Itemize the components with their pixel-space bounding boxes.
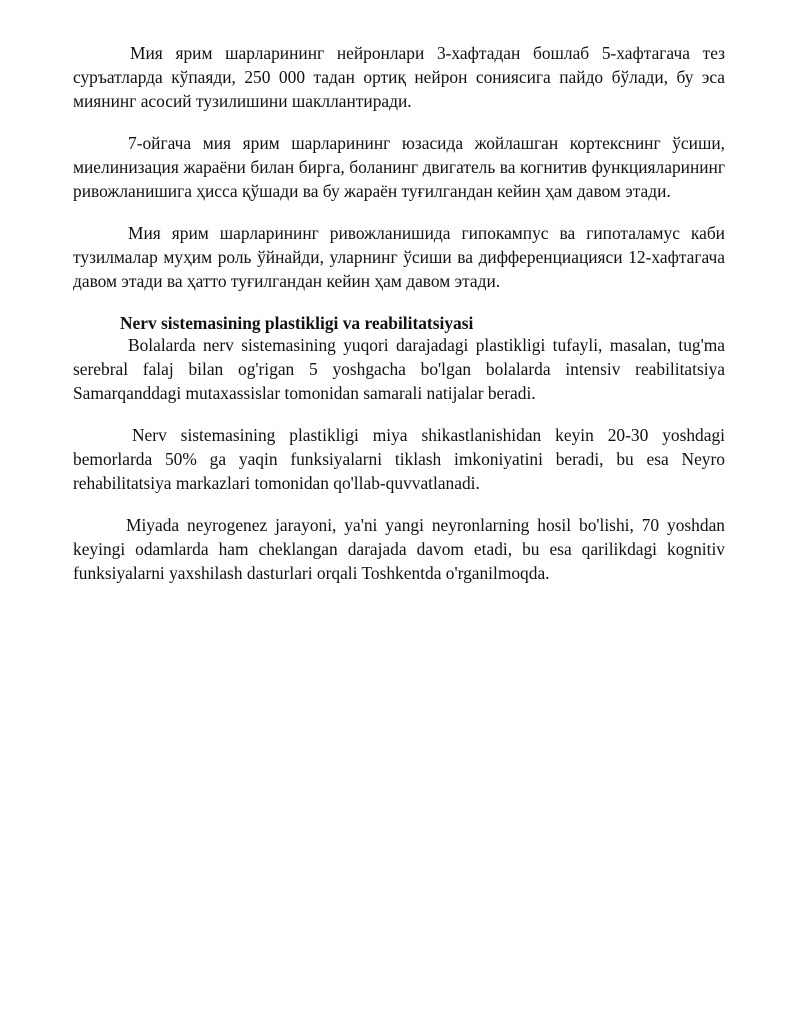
paragraph-neuron-growth: Мия ярим шарларининг нейронлари 3-хафтадан бошлаб 5-хафтагача тез суръатларда кўпаяди, 250 000 тадан ортиқ нейрон сониясига пайдо бўлади, бу эса миянинг асосий тузилишини шакллантиради. bbox=[73, 43, 725, 111]
paragraph-injury-recovery: Nerv sistemasining plastikligi miya shikastlanishidan keyin 20-30 yoshdagi bemorlarda 50% ga yaqin funksiyalarni tiklash imkoniyatini beradi, bu esa Neyro rehabilitatsiya markazlari tomonidan qo'llab-quvvatlanadi. bbox=[73, 425, 725, 493]
paragraph-child-plasticity: Bolalarda nerv sistemasining yuqori darajadagi plastikligi tufayli, masalan, tug'ma serebral falaj bilan og'rigan 5 yoshgacha bo'lgan bolalarda intensiv reabilitatsiya Samarqanddagi mutaxassislar tomonidan samarali natijalar beradi. bbox=[73, 335, 725, 403]
paragraph-neurogenesis: Miyada neyrogenez jarayoni, ya'ni yangi neyronlarning hosil bo'lishi, 70 yoshdan keyingi odamlarda ham cheklangan darajada davom etadi, bu esa qarilikdagi kognitiv funksiyalarni yaxshilash dasturlari orqali Toshkentda o'rganilmoqda. bbox=[73, 515, 725, 583]
paragraph-cortex-growth: 7-ойгача мия ярим шарларининг юзасида жойлашган кортекснинг ўсиши, миелинизация жараёни билан бирга, боланинг двигатель ва когнитив функцияларининг ривожланишига ҳисса қўшади ва бу жараён туғилгандан кейин ҳам давом этади. bbox=[73, 133, 725, 201]
section-heading: Nerv sistemasining plastikligi va reabilitatsiyasi bbox=[120, 313, 474, 333]
document-page bbox=[73, 41, 725, 603]
paragraph-hippocampus: Мия ярим шарларининг ривожланишида гипокампус ва гипоталамус каби тузилмалар муҳим роль ўйнайди, уларнинг ўсиши ва дифференциацияси 12-хафтагача давом этади ва ҳатто туғилгандан кейин ҳам давом этади. bbox=[73, 223, 725, 291]
